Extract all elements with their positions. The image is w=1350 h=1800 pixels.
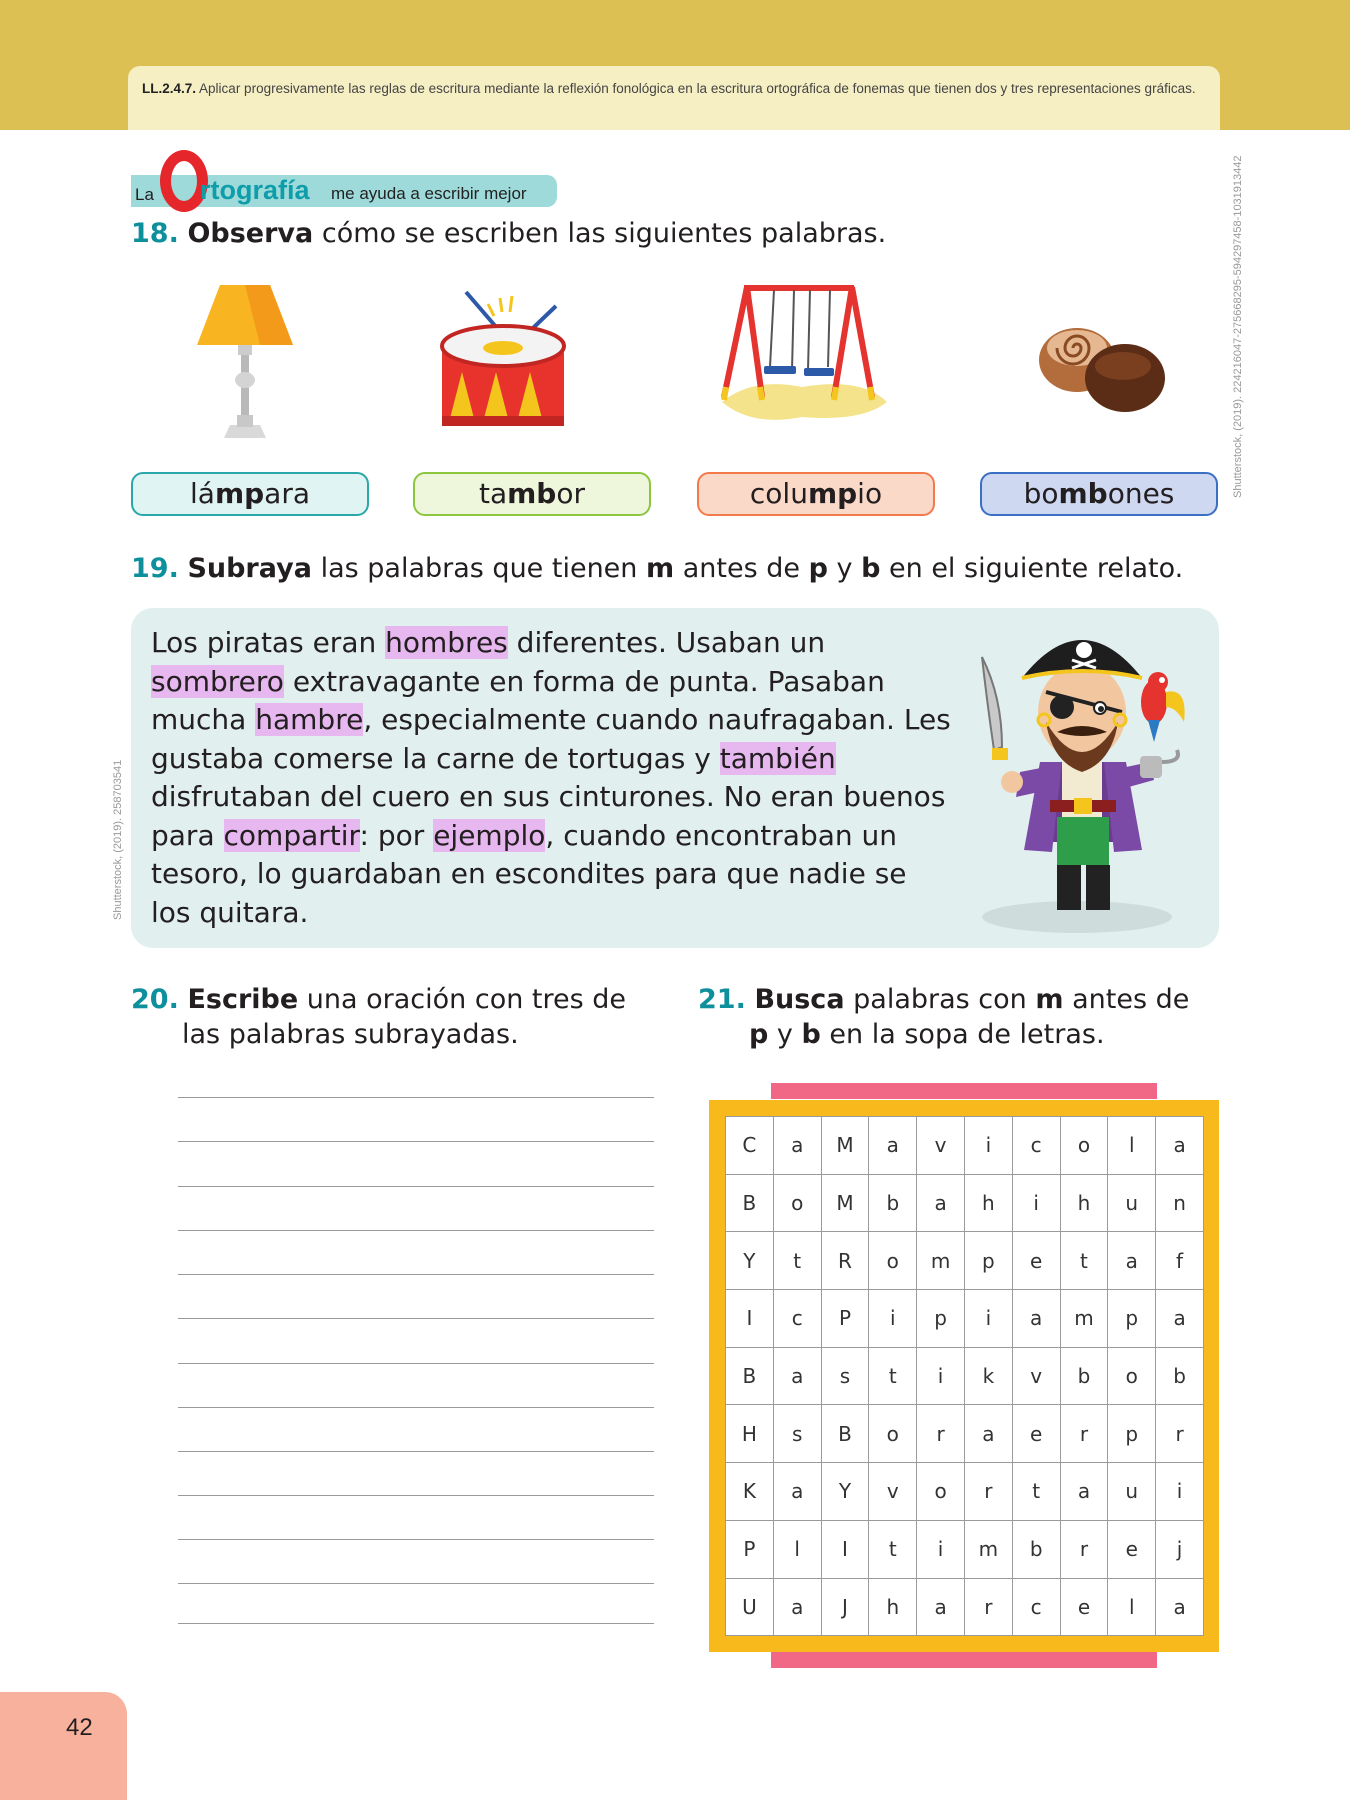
word-search-row <box>726 1463 1204 1521</box>
word-search-cell[interactable]: a <box>917 1174 965 1232</box>
word-search-cell[interactable]: t <box>869 1347 917 1405</box>
word-search-cell[interactable]: b <box>869 1174 917 1232</box>
writing-line[interactable] <box>178 1186 654 1187</box>
word-search-cell[interactable]: i <box>917 1520 965 1578</box>
word-search-cell[interactable]: i <box>1012 1174 1060 1232</box>
soup-top-band <box>771 1083 1157 1099</box>
word-search-cell[interactable]: k <box>964 1347 1012 1405</box>
word-search-cell[interactable]: v <box>917 1117 965 1175</box>
word-search-cell[interactable]: U <box>726 1578 774 1636</box>
word-search-cell[interactable]: t <box>1012 1463 1060 1521</box>
question-20-title-line2: las palabras subrayadas. <box>182 1019 519 1050</box>
word-search-cell[interactable]: i <box>964 1290 1012 1348</box>
writing-line[interactable] <box>178 1583 654 1584</box>
word-search-cell[interactable]: b <box>1156 1347 1204 1405</box>
word-search-cell[interactable]: m <box>1060 1290 1108 1348</box>
word-search-cell[interactable]: p <box>1108 1290 1156 1348</box>
soup-bottom-band <box>771 1652 1157 1668</box>
writing-line[interactable] <box>178 1318 654 1319</box>
word-search-cell[interactable]: u <box>1108 1463 1156 1521</box>
word-search-cell[interactable]: P <box>726 1520 774 1578</box>
word-search-cell[interactable]: h <box>964 1174 1012 1232</box>
word-search-cell[interactable]: I <box>726 1290 774 1348</box>
word-search-cell[interactable]: l <box>1108 1578 1156 1636</box>
word-search-cell[interactable]: m <box>917 1232 965 1290</box>
word-search-cell[interactable]: a <box>1108 1232 1156 1290</box>
word-search-cell[interactable]: t <box>869 1520 917 1578</box>
word-search-row <box>726 1117 1204 1175</box>
word-lampara: lámpara <box>131 472 369 516</box>
story-text: Los piratas eran hombres diferentes. Usaban un sombrero extravagante en forma de punta. Pasaban mucha hambre, especialmente cuando naufragaban. Les gustaba comerse la carne de tortugas y también disfrutaban del cuero en sus cinturones. No eran buenos para compartir: por ejemplo, cuando encontraban un tesoro, lo guardaban en escondites para que nadie se los quitara. <box>151 626 951 929</box>
question-text: cómo se escriben las siguientes palabras. <box>321 218 887 249</box>
word-search-cell[interactable]: o <box>773 1174 821 1232</box>
word-search-cell[interactable]: e <box>1108 1520 1156 1578</box>
word-search-cell[interactable]: a <box>1156 1117 1204 1175</box>
word-search-cell[interactable]: r <box>1156 1405 1204 1463</box>
word-search-cell[interactable]: p <box>917 1290 965 1348</box>
word-search-cell[interactable]: l <box>773 1520 821 1578</box>
drum-image <box>438 288 568 438</box>
word-search-cell[interactable]: s <box>773 1405 821 1463</box>
writing-line[interactable] <box>178 1495 654 1496</box>
word-search-cell[interactable]: a <box>773 1347 821 1405</box>
word-search-cell[interactable]: i <box>1156 1463 1204 1521</box>
word-search-cell[interactable]: a <box>1156 1578 1204 1636</box>
word-search-cell[interactable]: e <box>1012 1232 1060 1290</box>
word-search-cell[interactable]: a <box>964 1405 1012 1463</box>
word-search-cell[interactable]: v <box>869 1463 917 1521</box>
highlight-tambien[interactable]: también <box>719 741 836 775</box>
skill-code: LL.2.4.7. <box>142 81 197 96</box>
pirate-credit: Shutterstock, (2019). 258703541 <box>112 759 124 920</box>
page-number: 42 <box>66 1714 93 1741</box>
skill-text: Aplicar progresivamente las reglas de escritura mediante la reflexión fonológica en la escritura ortográfica de fonemas que tienen dos y tres representaciones gráficas. <box>199 81 1196 96</box>
word-search-cell[interactable]: r <box>917 1405 965 1463</box>
word-search-cell[interactable]: a <box>1012 1290 1060 1348</box>
writing-line[interactable] <box>178 1539 654 1540</box>
word-search-cell[interactable]: r <box>1060 1520 1108 1578</box>
word-search-cell[interactable]: a <box>1060 1463 1108 1521</box>
word-search-cell[interactable]: o <box>869 1405 917 1463</box>
word-search-cell[interactable]: c <box>1012 1117 1060 1175</box>
question-19-title: 19. Subraya las palabras que tienen m antes de p y b en el siguiente relato. <box>131 553 1184 584</box>
writing-line[interactable] <box>178 1230 654 1231</box>
word-search-row <box>726 1405 1204 1463</box>
word-tambor: tambor <box>413 472 651 516</box>
word-search-cell[interactable]: a <box>773 1578 821 1636</box>
word-search-cell[interactable]: i <box>964 1117 1012 1175</box>
word-search-cell[interactable]: b <box>1012 1520 1060 1578</box>
banner-la: La <box>135 185 154 204</box>
word-search-cell[interactable]: o <box>1108 1347 1156 1405</box>
question-number: 18. <box>131 218 179 249</box>
word-search-cell[interactable]: M <box>821 1174 869 1232</box>
highlight-compartir[interactable]: compartir <box>223 818 360 852</box>
word-search-cell[interactable]: o <box>917 1463 965 1521</box>
word-search-cell[interactable]: e <box>1060 1578 1108 1636</box>
question-verb: Observa <box>187 218 314 249</box>
word-search-cell[interactable]: m <box>964 1520 1012 1578</box>
question-18-title <box>131 216 886 252</box>
question-21-title-line2: p y b en la sopa de letras. <box>749 1019 1105 1050</box>
word-search-cell[interactable]: H <box>726 1405 774 1463</box>
word-search-cell[interactable]: C <box>726 1117 774 1175</box>
word-search-cell[interactable]: o <box>869 1232 917 1290</box>
writing-line[interactable] <box>178 1407 654 1408</box>
highlight-hambre[interactable]: hambre <box>255 703 364 736</box>
highlight-sombrero[interactable]: sombrero <box>151 664 284 698</box>
word-search-cell[interactable]: c <box>773 1290 821 1348</box>
word-search-cell[interactable]: I <box>821 1520 869 1578</box>
highlight-ejemplo[interactable]: ejemplo <box>433 818 546 852</box>
word-search-row <box>726 1347 1204 1405</box>
chocolates-image <box>1035 318 1170 418</box>
word-search-cell[interactable]: p <box>1108 1405 1156 1463</box>
swing-image <box>712 282 892 432</box>
word-search-row <box>726 1174 1204 1232</box>
word-search-cell[interactable]: i <box>869 1290 917 1348</box>
pirate-image <box>962 612 1212 937</box>
word-search-cell[interactable]: B <box>726 1347 774 1405</box>
word-search-row <box>726 1578 1204 1636</box>
word-search-cell[interactable]: o <box>1060 1117 1108 1175</box>
word-search-cell[interactable]: r <box>964 1463 1012 1521</box>
word-search-cell[interactable]: s <box>821 1347 869 1405</box>
question-20-title: 20. Escribe una oración con tres de <box>131 984 627 1015</box>
word-search-grid[interactable] <box>725 1116 1204 1636</box>
word-search-cell[interactable]: h <box>1060 1174 1108 1232</box>
word-search-cell[interactable]: t <box>1060 1232 1108 1290</box>
word-search-cell[interactable]: e <box>1012 1405 1060 1463</box>
page-number-tab <box>0 1692 127 1800</box>
word-search-cell[interactable]: p <box>964 1232 1012 1290</box>
word-search-cell[interactable]: M <box>821 1117 869 1175</box>
word-search-cell[interactable]: r <box>964 1578 1012 1636</box>
word-search-cell[interactable]: h <box>869 1578 917 1636</box>
writing-line[interactable] <box>178 1097 654 1098</box>
word-search-cell[interactable]: r <box>1060 1405 1108 1463</box>
writing-line[interactable] <box>178 1274 654 1275</box>
word-search-cell[interactable]: a <box>773 1117 821 1175</box>
word-search-cell[interactable]: a <box>1156 1290 1204 1348</box>
word-search-cell[interactable]: f <box>1156 1232 1204 1290</box>
writing-line[interactable] <box>178 1363 654 1364</box>
word-search-cell[interactable]: c <box>1012 1578 1060 1636</box>
word-search-cell[interactable]: P <box>821 1290 869 1348</box>
word-search-cell[interactable]: u <box>1108 1174 1156 1232</box>
word-search-cell[interactable]: v <box>1012 1347 1060 1405</box>
skill-standard-box <box>128 66 1220 130</box>
word-search-cell[interactable]: Y <box>726 1232 774 1290</box>
word-search-cell[interactable]: R <box>821 1232 869 1290</box>
word-search-cell[interactable]: B <box>726 1174 774 1232</box>
image-credit: Shutterstock, (2019). 224216047-275668295-594297458-1031913442 <box>1232 155 1244 498</box>
word-search-row <box>726 1290 1204 1348</box>
word-bombones: bombones <box>980 472 1218 516</box>
word-search-cell[interactable]: a <box>869 1117 917 1175</box>
writing-line[interactable] <box>178 1141 654 1142</box>
word-search-cell[interactable]: B <box>821 1405 869 1463</box>
word-search-cell[interactable]: i <box>917 1347 965 1405</box>
word-search-row <box>726 1520 1204 1578</box>
writing-line[interactable] <box>178 1623 654 1624</box>
banner-ortografia: rtografía <box>200 175 310 205</box>
word-search-cell[interactable]: b <box>1060 1347 1108 1405</box>
lamp-image <box>190 280 300 440</box>
word-search-cell[interactable]: l <box>1108 1117 1156 1175</box>
word-search-cell[interactable]: t <box>773 1232 821 1290</box>
word-search-row <box>726 1232 1204 1290</box>
word-search-cell[interactable]: Y <box>821 1463 869 1521</box>
banner-subtitle: me ayuda a escribir mejor <box>331 184 527 203</box>
writing-line[interactable] <box>178 1451 654 1452</box>
word-search-cell[interactable]: a <box>917 1578 965 1636</box>
word-search-cell[interactable]: j <box>1156 1520 1204 1578</box>
word-search-cell[interactable]: n <box>1156 1174 1204 1232</box>
word-search-cell[interactable]: a <box>773 1463 821 1521</box>
highlight-hombres[interactable]: hombres <box>385 626 508 659</box>
question-21-title: 21. Busca palabras con m antes de <box>698 984 1190 1015</box>
word-search-cell[interactable]: J <box>821 1578 869 1636</box>
word-columpio: columpio <box>697 472 935 516</box>
word-search-cell[interactable]: K <box>726 1463 774 1521</box>
